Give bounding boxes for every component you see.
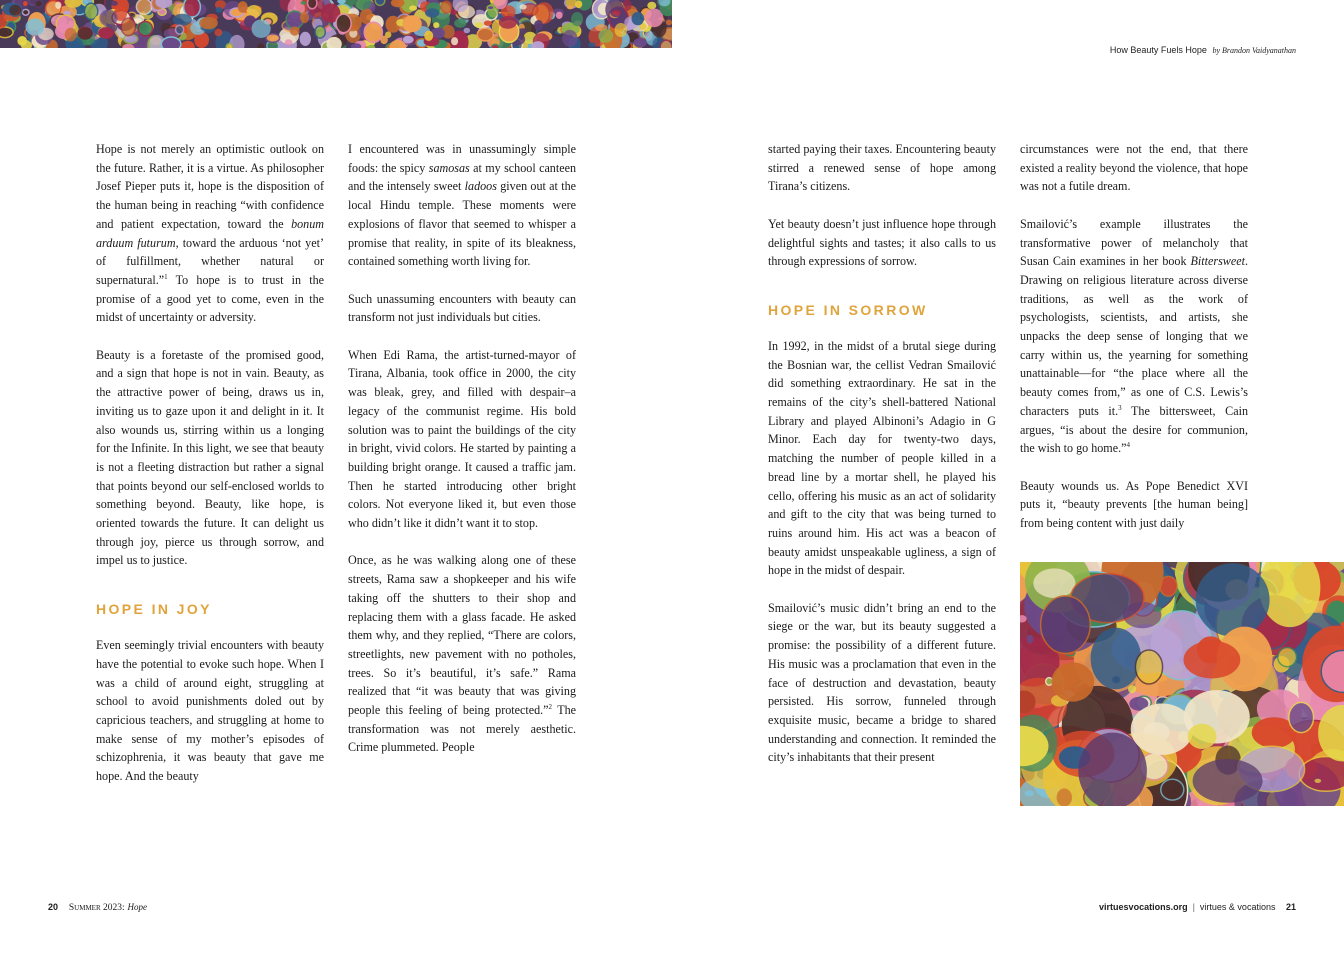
- paragraph: Once, as he was walking along one of these streets, Rama saw a shopkeeper and his wife taking off the shutters to their shop and replacing them with a glass facade. He asked them why, and they replied, “There are colors, streetlights, new pavement with no potholes, trees. So it’s beautiful, it’s safe.” Rama realized that “it was beauty that was giving people this feeling of being protected.”$^2$ The transformation was not merely aesthetic. Crime plummeted. People: [348, 553, 576, 755]
- paragraph: In 1992, in the midst of a brutal siege during the Bosnian war, the cellist Vedran Smailović did something extraordinary. He sat in the remains of the city’s shell-battered National Library and played Albinoni’s Adagio in G Minor. Each day for twenty-two days, matching the number of people killed in a bread line by a mortar shell, he played his cello, offering his music as an act of solidarity and gift to the city that was being turned to ruins around him. His act was a beacon of beauty amidst unspeakable ugliness, a sign of hope in the midst of despair.: [768, 338, 996, 578]
- footnote-ref: 3: [1118, 403, 1122, 412]
- folio-separator: |: [1192, 902, 1195, 912]
- painting-artwork: [1020, 562, 1344, 806]
- issue-label: Summer 2023:: [68, 903, 125, 913]
- running-head: [1110, 45, 1296, 55]
- paragraph: Such unassuming encounters with beauty can transform not just individuals but cities.: [348, 291, 576, 325]
- section-heading-hope-in-joy: HOPE IN JOY: [96, 601, 212, 618]
- website-link[interactable]: virtuesvocations.org: [1099, 902, 1188, 912]
- left-page-number: 20: [48, 902, 59, 912]
- paragraph: When Edi Rama, the artist-turned-mayor of Tirana, Albania, took office in 2000, the city was bleak, grey, and filled with despair–a legacy of the communist regime. His bold solution was to paint the buildings of the city in bright, vivid colors. He started by painting a building bright orange. It caused a traffic jam. Then he started introducing other bright colors. Not everyone liked it, but even those who didn’t like it didn’t want it to stop.: [348, 347, 576, 531]
- paragraph: I encountered was in unassumingly simple foods: the spicy samosas at my school canteen and the intensely sweet ladoos given out at the local Hindu temple. These moments were explosions of flavor that seemed to whisper a promise that reality, in spite of its bleakness, contained something worth living for.: [348, 142, 577, 269]
- issue-theme: Hope: [127, 902, 148, 912]
- abstract-painting-banner: [0, 0, 672, 48]
- article-title: How Beauty Fuels Hope: [1109, 45, 1207, 55]
- paragraph: Beauty wounds us. As Pope Benedict XVI puts it, “beauty prevents [the human being] from being content with just daily: [1020, 478, 1248, 531]
- paragraph: Smailović’s example illustrates the transformative power of melancholy that Susan Cain examines in her book Bittersweet. Drawing on religious literature across diverse traditions, as well as the work of psychologists, scientists, and artists, she unpacks the deep sense of longing that we carry within us, the yearning for something unattainable—for “the place where all the beauty comes from,” as one of C.S. Lewis’s characters puts it.$^3$ The bittersweet, Cain argues, “is about the desire for communion, the wish to go home.”$^4$: [1020, 216, 1248, 456]
- text-column-4: [1020, 140, 1248, 533]
- left-folio: [48, 902, 147, 913]
- section-heading-hope-in-sorrow: HOPE IN SORROW: [768, 301, 928, 318]
- paragraph: Yet beauty doesn’t just influence hope through delightful sights and tastes; it also calls to us through expressions of sorrow.: [768, 216, 996, 269]
- right-page-number: 21: [1285, 902, 1296, 912]
- right-folio: [1099, 902, 1296, 912]
- brand-name: virtues & vocations: [1199, 902, 1276, 912]
- paragraph: Beauty is a foretaste of the promised good, and a sign that hope is not in vain. Beauty, as the attractive power of being, draws us in, inviting us to gaze upon it and delight in it. It also wounds us, stirring within us a longing for the Infinite. In this light, we see that beauty is not a fleeting distraction but rather a signal that points beyond our self-enclosed worlds to something beyond. Beauty, like hope, is oriented towards the future. It can delight us through joy, pierce us through sorrow, and impel us to justice.: [96, 347, 324, 568]
- footnote-ref: 2: [548, 703, 553, 712]
- article-author: by Brandon Vaidyanathan: [1212, 46, 1296, 55]
- paragraph: Even seemingly trivial encounters with beauty have the potential to evoke such hope. When I was a child of around eight, struggling at school to avoid punishments doled out by capricious teachers, and struggling at home to make sense of my mother’s episodes of schizophrenia, it was beauty that gave me hope. And the beauty: [96, 638, 324, 784]
- paragraph: started paying their taxes. Encountering beauty stirred a renewed sense of hope among Tirana’s citizens.: [768, 142, 996, 194]
- banner-artwork: [0, 0, 672, 48]
- paragraph: Hope is not merely an optimistic outlook on the future. Rather, it is a virtue. As philosopher Josef Pieper puts it, hope is the disposition of the human being in reaching “with confidence and patient expectation, toward the bonum arduum futurum, toward the arduous ‘not yet’ of fulfillment, whether natural or supernatural.”$^1$ To hope is to trust in the promise of a good yet to come, even in the midst of uncertainty or adversity.: [96, 142, 324, 325]
- text-column-1: [96, 140, 324, 786]
- paragraph: circumstances were not the end, that there existed a reality beyond the violence, that hope was not a futile dream.: [1020, 142, 1248, 194]
- paragraph: Smailović’s music didn’t bring an end to the siege or the war, but its beauty suggested a promise: the possibility of a different future. His music was a proclamation that even in the face of destruction and devastation, beauty persisted. His sorrow, funneled through exquisite music, became a bridge to shared understanding and connection. It reminded the city’s inhabitants that their present: [768, 600, 996, 765]
- footnote-ref: 4: [1126, 441, 1130, 450]
- text-column-2: [348, 140, 576, 757]
- text-column-3: [768, 140, 996, 767]
- abstract-painting-illustration: [1020, 562, 1344, 806]
- footnote-ref: 1: [164, 272, 168, 281]
